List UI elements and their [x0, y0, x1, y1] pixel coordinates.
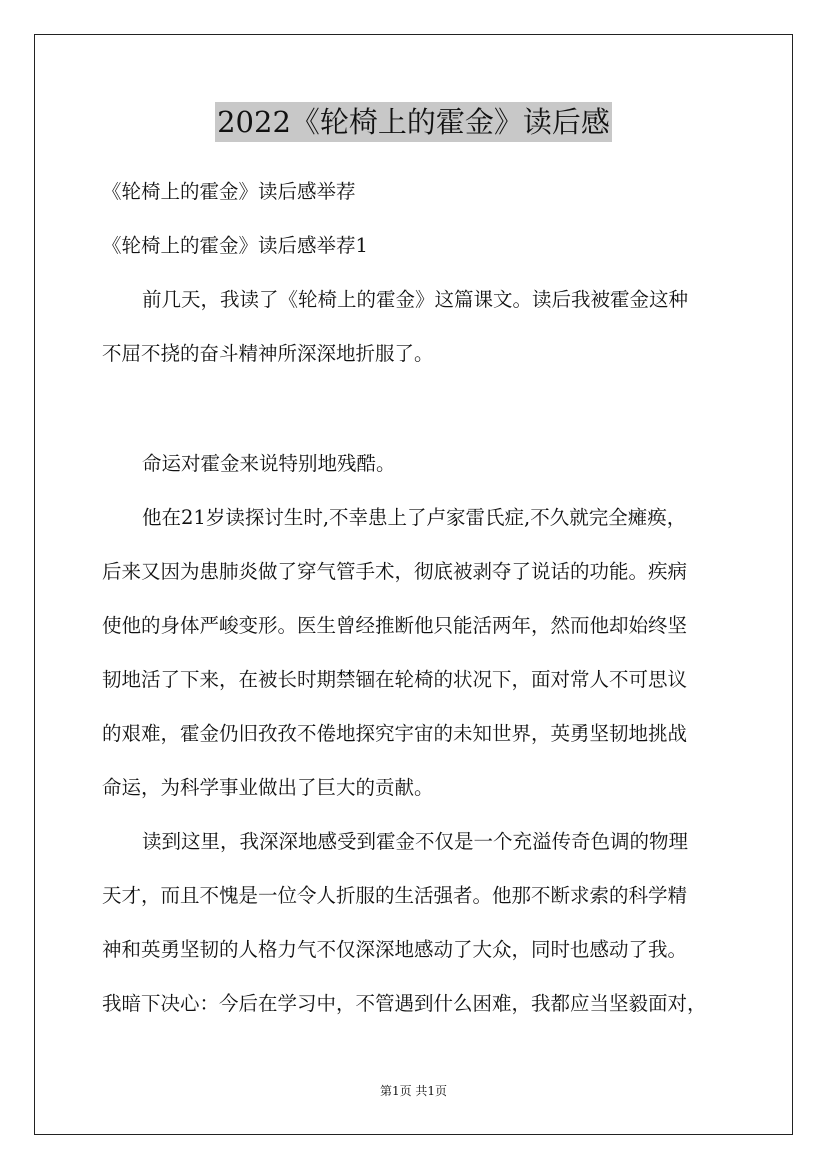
paragraph-line: 后来又因为患肺炎做了穿气管手术，彻底被剥夺了说话的功能。疾病: [102, 560, 688, 583]
paragraph-line: 使他的身体严峻变形。医生曾经推断他只能活两年，然而他却始终坚: [102, 614, 688, 637]
paragraph-line: 天才，而且不愧是一位令人折服的生活强者。他那不断求索的科学精: [102, 884, 688, 907]
paragraph-line: 命运，为科学事业做出了巨大的贡献。: [102, 776, 434, 799]
paragraph-line: 的艰难，霍金仍旧孜孜不倦地探究宇宙的未知世界，英勇坚韧地挑战: [102, 722, 688, 745]
paragraph-line: 我暗下决心：今后在学习中，不管遇到什么困难，我都应当坚毅面对，: [102, 992, 707, 1015]
paragraph-line: 读到这里，我深深地感受到霍金不仅是一个充溢传奇色调的物理: [142, 830, 689, 853]
paragraph-line: 他在21岁读探讨生时,不幸患上了卢家雷氏症,不久就完全瘫痪，: [142, 506, 687, 529]
paragraph-line: 命运对霍金来说特别地残酷。: [142, 452, 396, 475]
section-heading: 《轮椅上的霍金》读后感举荐1: [102, 234, 368, 257]
subheading: 《轮椅上的霍金》读后感举荐: [102, 180, 356, 203]
paragraph-line: 韧地活了下来，在被长时期禁锢在轮椅的状况下，面对常人不可思议: [102, 668, 688, 691]
paragraph-line: 不屈不挠的奋斗精神所深深地折服了。: [102, 342, 434, 365]
page-footer: 第1页 共1页: [379, 1084, 448, 1098]
document-title: 2022《轮椅上的霍金》读后感: [215, 102, 612, 142]
paragraph-line: 神和英勇坚韧的人格力气不仅深深地感动了大众，同时也感动了我。: [102, 938, 688, 961]
paragraph-line: 前几天，我读了《轮椅上的霍金》这篇课文。读后我被霍金这种: [142, 288, 689, 311]
title-container: [0, 102, 827, 142]
